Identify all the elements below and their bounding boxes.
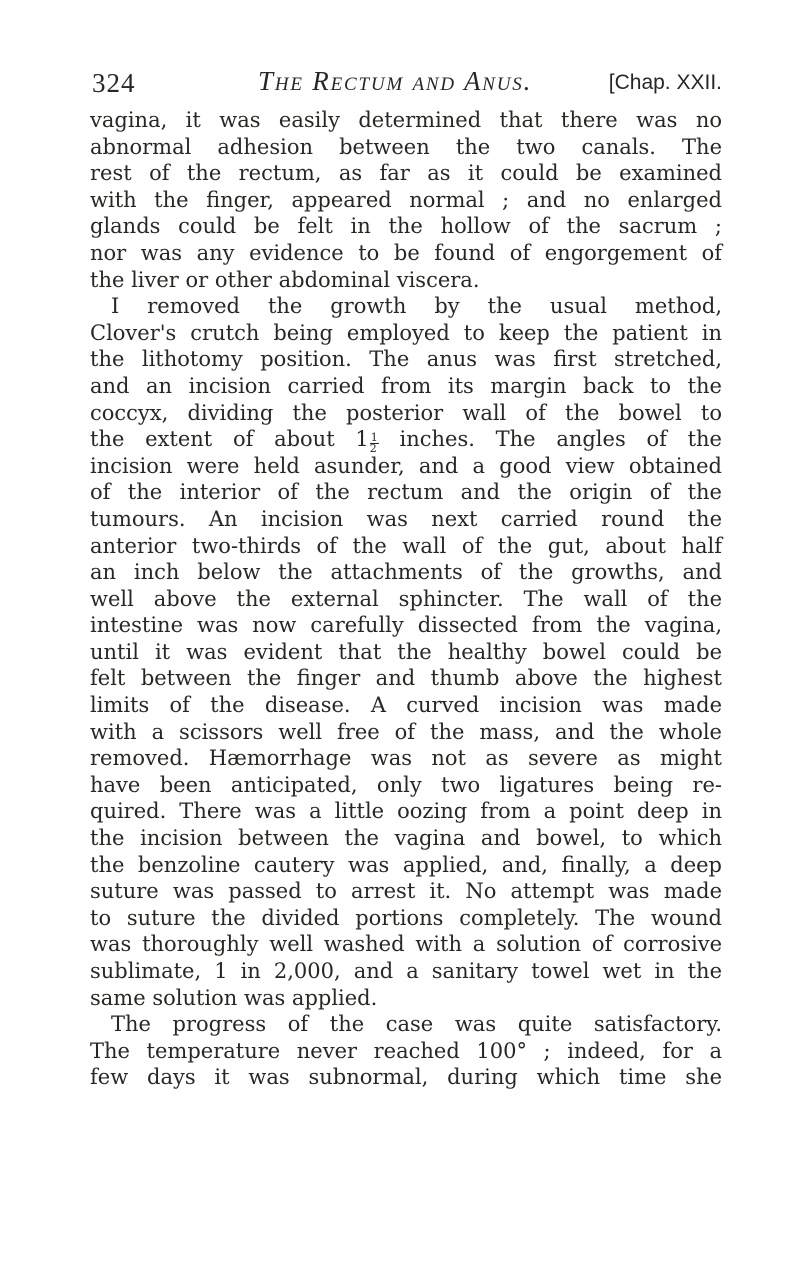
text-line: to suture the divided portions completely. The wound xyxy=(90,905,722,930)
text-line: felt between the finger and thumb above the highest xyxy=(90,666,722,691)
text-line: have been anticipated, only two ligatures being re- xyxy=(90,772,722,797)
body-text xyxy=(90,107,722,1091)
text-line: until it was evident that the healthy bowel could be xyxy=(90,639,722,664)
text-line: few days it was subnormal, during which time she xyxy=(90,1065,722,1090)
text-line: abnormal adhesion between the two canals. The xyxy=(90,134,722,159)
text-line-with-fraction xyxy=(90,426,722,456)
text-line: limits of the disease. A curved incision was made xyxy=(90,693,722,718)
fraction-numerator: 1 xyxy=(370,431,378,445)
fraction xyxy=(370,433,379,454)
text-line: suture was passed to arrest it. No attempt was made xyxy=(90,879,722,904)
text-line: quired. There was a little oozing from a point deep in xyxy=(90,799,722,824)
text-line: an inch below the attachments of the growths, and xyxy=(90,560,722,585)
paragraph-end-line: the liver or other abdominal viscera. xyxy=(90,267,480,292)
text-line: was thoroughly well washed with a solution of corrosive xyxy=(90,932,722,957)
text-line: with the finger, appeared normal ; and no enlarged xyxy=(90,187,722,212)
fraction-denominator: 2 xyxy=(369,442,377,456)
chapter-reference: [Chap. XXII. xyxy=(608,71,722,94)
text-line: intestine was now carefully dissected from the vagina, xyxy=(90,613,722,638)
text-line: the lithotomy position. The anus was first stretched, xyxy=(90,347,722,372)
text-line: anterior two-thirds of the wall of the gut, about half xyxy=(90,533,722,558)
text-line: and an incision carried from its margin back to the xyxy=(90,373,722,398)
text-line: with a scissors well free of the mass, and the whole xyxy=(90,719,722,744)
text-segment: the extent of about xyxy=(90,427,335,452)
text-line: coccyx, dividing the posterior wall of the bowel to xyxy=(90,400,722,425)
text-line: nor was any evidence to be found of engorgement of xyxy=(90,240,722,265)
text-line: rest of the rectum, as far as it could be examined xyxy=(90,161,722,186)
text-line: glands could be felt in the hollow of the sacrum ; xyxy=(90,214,722,239)
text-line: the incision between the vagina and bowel, to which xyxy=(90,826,722,851)
paragraph-end-line: same solution was applied. xyxy=(90,985,378,1010)
paragraph-start-line: The progress of the case was quite satisfactory. xyxy=(111,1012,722,1037)
text-line: The temperature never reached 100° ; indeed, for a xyxy=(90,1038,722,1063)
text-line: of the interior of the rectum and the origin of the xyxy=(90,480,722,505)
text-line: well above the external sphincter. The wall of the xyxy=(90,586,722,611)
running-title: The Rectum and Anus. xyxy=(258,66,533,96)
paragraph-start-line: I removed the growth by the usual method, xyxy=(111,294,722,319)
text-segment: inches. The angles of the xyxy=(399,427,722,452)
text-line: removed. Hæmorrhage was not as severe as might xyxy=(90,746,722,771)
page-number: 324 xyxy=(92,68,136,98)
fraction-whole: 1 xyxy=(355,427,369,452)
running-head xyxy=(92,62,722,98)
text-line: incision were held asunder, and a good view obtained xyxy=(90,453,722,478)
text-line: vagina, it was easily determined that there was no xyxy=(90,108,722,132)
text-line: sublimate, 1 in 2,000, and a sanitary towel wet in the xyxy=(90,959,722,983)
text-line: Clover's crutch being employed to keep the patient in xyxy=(90,320,722,345)
text-line: the benzoline cautery was applied, and, finally, a deep xyxy=(90,852,722,877)
text-line: tumours. An incision was next carried round the xyxy=(90,506,722,531)
